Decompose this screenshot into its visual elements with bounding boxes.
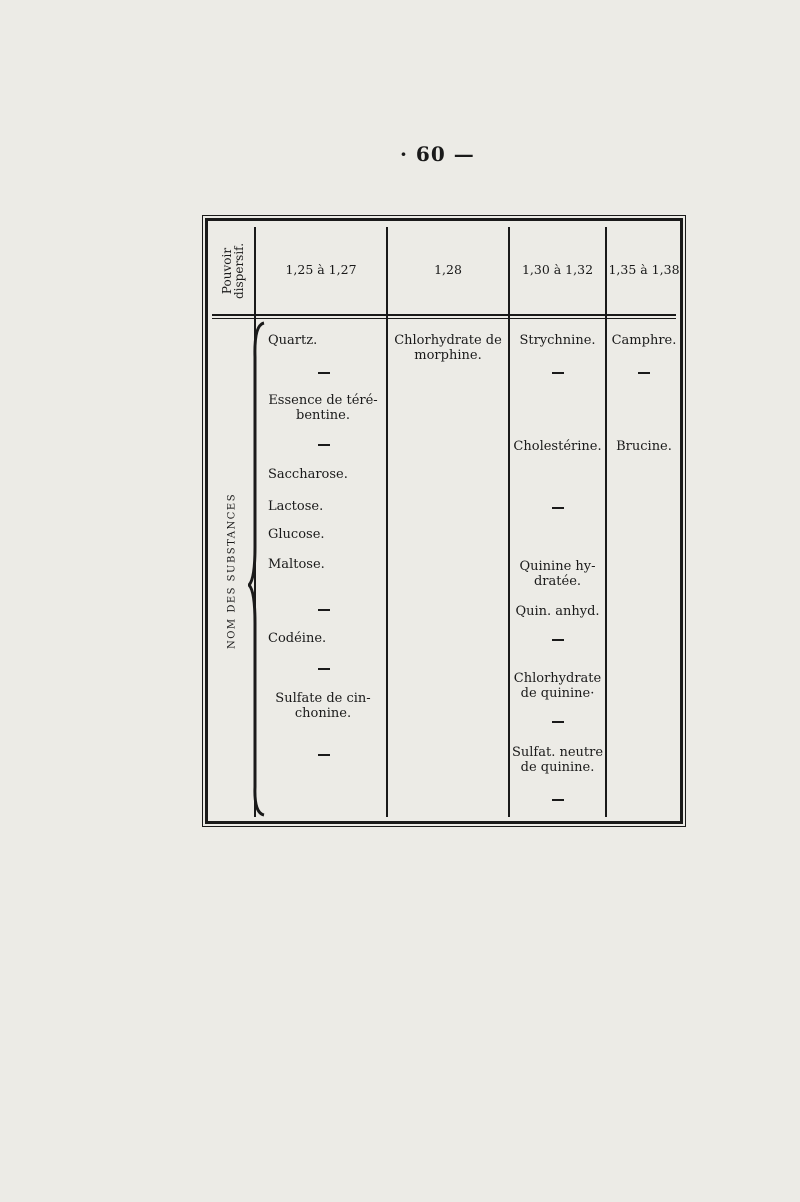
list-item: Chlorhydrate de quinine·	[513, 671, 602, 701]
list-item: Saccharose.	[268, 467, 348, 482]
dash-marker	[318, 754, 330, 756]
list-item: Strychnine.	[519, 333, 596, 348]
side-label: NOM DES SUBSTANCES	[226, 492, 238, 650]
list-item: Essence de téré- bentine.	[268, 393, 378, 423]
list-item: Camphre.	[611, 333, 677, 348]
list-item: Quin. anhyd.	[515, 604, 600, 619]
column-header: 1,35 à 1,38	[608, 262, 680, 277]
list-item: Maltose.	[268, 557, 325, 572]
dash-marker	[552, 507, 564, 509]
list-item: Sulfat. neutre de quinine.	[511, 745, 604, 775]
dash-marker	[552, 639, 564, 641]
page-number: · 60 —	[400, 142, 475, 166]
row-header-cell	[212, 231, 254, 311]
dash-marker	[318, 609, 330, 611]
column-header: 1,25 à 1,27	[285, 262, 357, 277]
list-item: Sulfate de cin- chonine.	[275, 691, 371, 721]
header-rule	[212, 318, 676, 319]
dash-marker	[552, 372, 564, 374]
dash-marker	[638, 372, 650, 374]
dash-marker	[318, 444, 330, 446]
dash-marker	[318, 372, 330, 374]
list-item: Glucose.	[268, 527, 325, 542]
dash-marker	[552, 721, 564, 723]
list-item: Quinine hy- dratée.	[519, 559, 596, 589]
list-item: Chlorhydrate de morphine.	[394, 333, 502, 363]
list-item: Quartz.	[268, 333, 318, 348]
header-rule	[212, 314, 676, 316]
brace-icon	[248, 317, 266, 817]
list-item: Codéine.	[268, 631, 327, 646]
column-header: 1,28	[434, 262, 462, 277]
side-label-cell	[212, 321, 252, 821]
column-header: 1,30 à 1,32	[521, 262, 594, 277]
dash-marker	[318, 668, 330, 670]
list-item: Brucine.	[616, 439, 672, 454]
dash-marker	[552, 799, 564, 801]
list-item: Cholestérine.	[513, 439, 602, 454]
dispersive-power-table	[205, 218, 683, 824]
row-header-label: Pouvoir dispersif.	[220, 242, 246, 300]
list-item: Lactose.	[268, 499, 324, 514]
